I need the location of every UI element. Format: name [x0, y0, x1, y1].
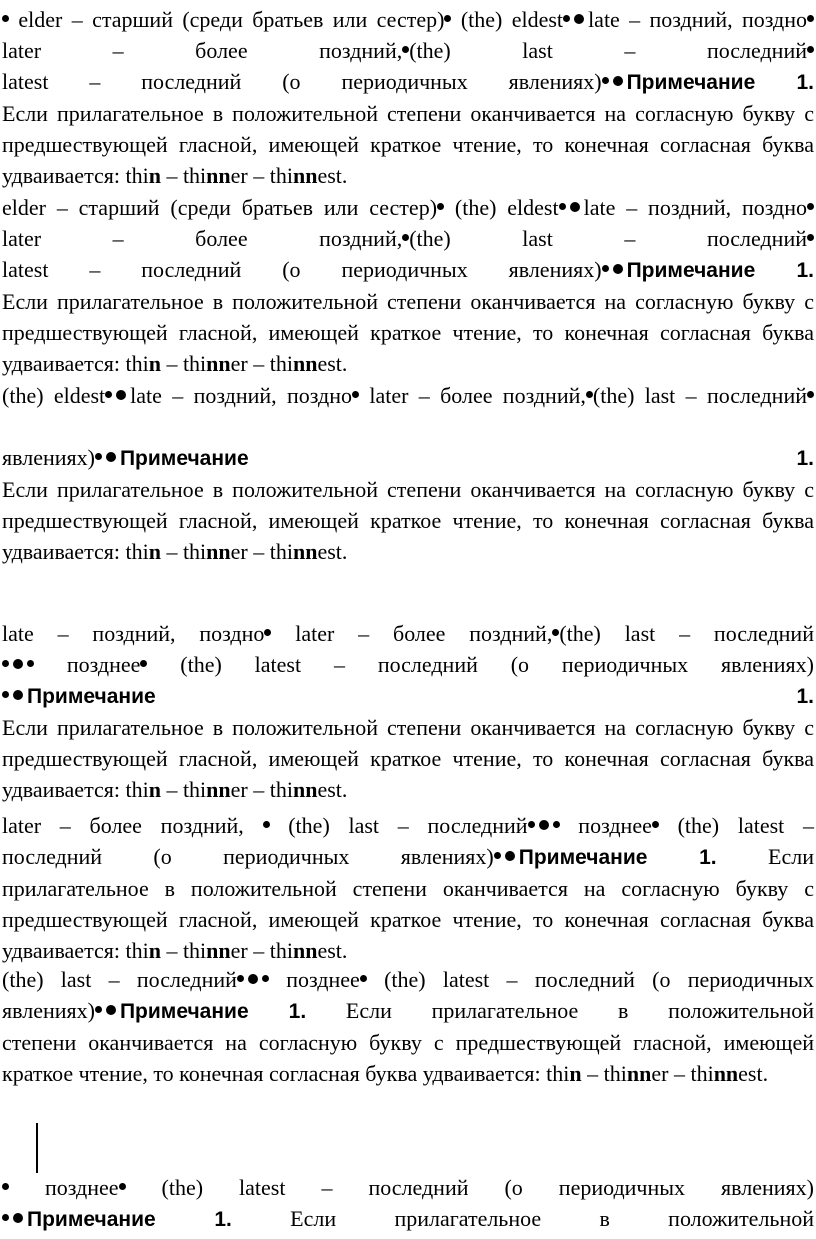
line: later – более поздний, (the) last – последний позднее (the) latest – — [2, 813, 815, 838]
note-text: Если прилагательное в положительной степени оканчивается на согласную букву с предшествующей гласной, имеющей краткое чтение, то конечная согласная буква удваивается: thin – thinner – thinnest. — [2, 101, 814, 188]
bullet-icon — [613, 76, 623, 86]
note-text: степени оканчивается на согласную букву с предшествующей гласной, имеющей краткое чтение, то конечная согласная буква удваивается: thin – thinner – thinnest. — [2, 1030, 814, 1086]
paragraph-elder-1 — [2, 4, 814, 191]
bullet-icon — [360, 975, 367, 982]
line — [2, 66, 814, 98]
paragraph-late — [2, 618, 814, 805]
bullet-icon — [602, 265, 609, 272]
note-text: Если прилагательное в положительной степени оканчивается на согласную букву с предшествующей гласной, имеющей краткое чтение, то конечная согласная буква удваивается: thin – thinner – thinnest. — [2, 289, 814, 376]
bullet-icon — [263, 821, 270, 828]
line: позднее (the) latest – последний (о периодичных явлениях) — [2, 1172, 814, 1203]
phrase-eldest: (the) eldest — [460, 7, 564, 32]
bullet-icon — [807, 46, 814, 53]
bullet-icon — [570, 202, 580, 212]
bullet-icon — [248, 974, 258, 984]
bullet-icon — [553, 821, 560, 828]
bullet-icon — [652, 821, 659, 828]
note-text: Если прилагательное в положительной степени оканчивается на согласную букву с предшествующей гласной, имеющей краткое чтение, то конечная согласная буква удваивается: thin – thinner – thinnest. — [2, 715, 814, 802]
bullet-icon — [559, 203, 566, 210]
bullet-icon — [602, 77, 609, 84]
bullet-icon — [574, 14, 584, 24]
bullet-icon — [807, 391, 814, 398]
bullet-icon — [106, 452, 116, 462]
bullet-icon — [807, 234, 814, 241]
bullet-icon — [13, 659, 23, 669]
bullet-icon — [437, 203, 444, 210]
bullet-icon — [140, 660, 147, 667]
phrase-elder: elder – старший (среди братьев или сестер) — [18, 7, 445, 32]
note-text: прилагательное в положительной степени оканчивается на согласную букву с предшествующей гласной, имеющей краткое чтение, то конечная согласная буква удваивается: thin – thinner – thinnest. — [2, 876, 814, 963]
line: (the) eldest late – поздний, поздно later – более поздний, (the) last – последний — [2, 380, 814, 411]
line: elder – старший (среди братьев или сестер) (the) eldest late – поздний, поздно — [2, 192, 814, 223]
note-text: Если прилагательное в положительной степени оканчивается на согласную букву с предшествующей гласной, имеющей краткое чтение, то конечная согласная буква удваивается: thin – thinner – thinnest. — [2, 477, 814, 564]
bullet-icon — [807, 15, 814, 22]
bullet-icon — [106, 1005, 116, 1015]
bullet-icon — [116, 390, 126, 400]
bullet-icon — [586, 391, 593, 398]
phrase-last: (the) last – последний — [409, 38, 807, 63]
line: late – поздний, поздно later – более поздний, (the) last – последний — [2, 621, 814, 646]
bullet-icon — [13, 690, 23, 700]
bullet-icon — [528, 821, 535, 828]
phrase-latest: latest – последний (о периодичных явлениях) — [2, 69, 602, 94]
line: (the) last – последний позднее (the) latest – последний (о периодичных — [2, 967, 815, 992]
line: Примечание 1. Если прилагательное в положительной — [2, 1203, 814, 1235]
bullet-icon — [95, 453, 102, 460]
bullet-icon — [2, 660, 9, 667]
phrase-late: late – поздний, поздно — [588, 7, 808, 32]
bullet-icon — [444, 15, 451, 22]
bullet-icon — [262, 975, 269, 982]
bullet-icon — [613, 264, 623, 274]
paragraph-eldest — [2, 380, 814, 567]
line: latest – последний (о периодичных явлениях) Примечание 1. — [2, 257, 815, 282]
line: позднее (the) latest – последний (о периодичных явлениях) — [2, 649, 814, 680]
bullet-icon — [494, 852, 501, 859]
bullet-icon — [13, 1213, 23, 1223]
paragraph-elder-2 — [2, 192, 814, 379]
bullet-icon — [807, 203, 814, 210]
line: явлениях) Примечание 1. — [2, 445, 814, 470]
bullet-icon — [95, 1006, 102, 1013]
bullet-icon — [119, 1183, 126, 1190]
bullet-icon — [563, 15, 570, 22]
bullet-icon — [237, 975, 244, 982]
bullet-icon — [2, 1214, 9, 1221]
line: последний (о периодичных явлениях) Примечание 1. Если — [2, 844, 814, 869]
bullet-icon — [352, 391, 359, 398]
line — [2, 35, 814, 66]
phrase-later: later – более поздний, — [2, 38, 403, 63]
line: явлениях) Примечание 1. Если прилагательное в положительной — [2, 998, 815, 1023]
bullet-icon — [27, 660, 34, 667]
paragraph-last — [2, 964, 814, 1089]
line — [2, 4, 814, 35]
bullet-icon — [2, 691, 9, 698]
bullet-icon — [539, 820, 549, 830]
bullet-icon — [2, 1183, 9, 1190]
line — [2, 411, 814, 442]
bullet-icon — [505, 851, 515, 861]
paragraph-later — [2, 810, 814, 966]
line: Примечание 1. — [2, 680, 814, 712]
text-cursor — [36, 1123, 38, 1173]
paragraph-later-adv — [2, 1172, 814, 1235]
note-label: Примечание 1. — [626, 71, 815, 94]
bullet-icon — [105, 391, 112, 398]
bullet-icon — [2, 15, 9, 22]
bullet-icon — [264, 629, 271, 636]
line: later – более поздний, (the) last – последний — [2, 223, 814, 254]
